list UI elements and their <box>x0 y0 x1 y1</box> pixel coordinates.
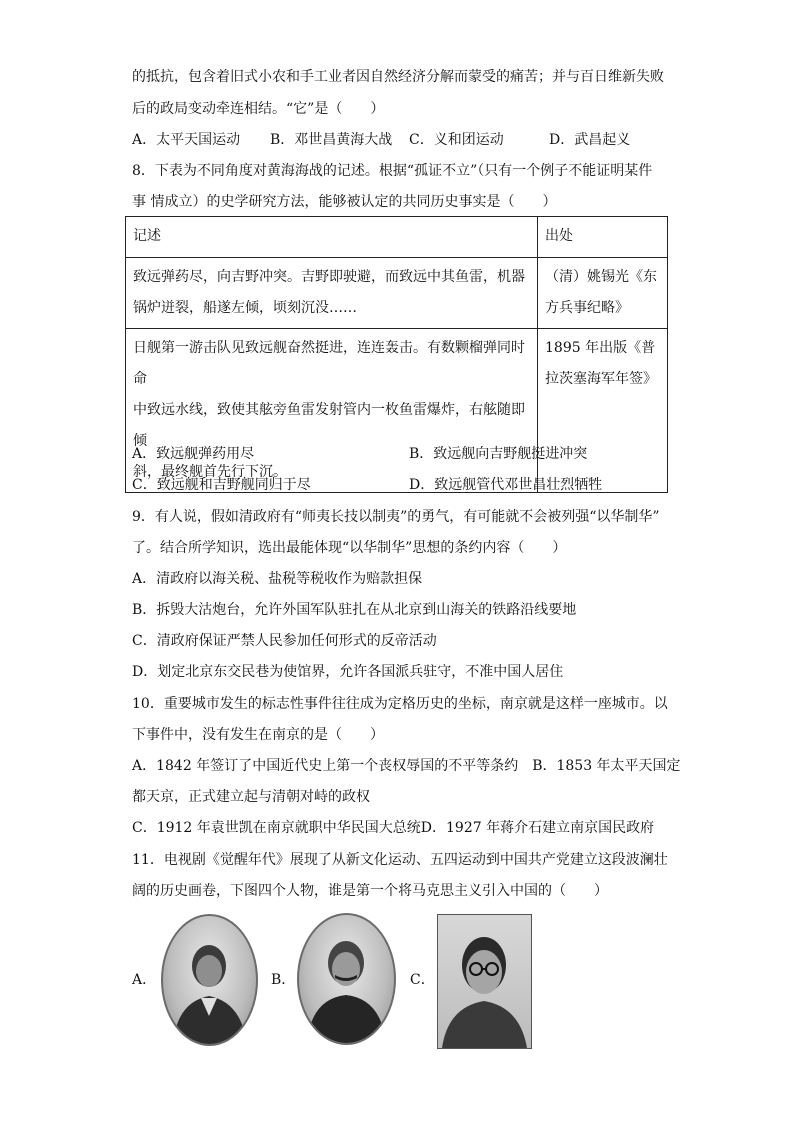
person-with-glasses-icon <box>438 915 531 1048</box>
table-cell-text <box>126 329 538 493</box>
person-silhouette-icon <box>163 916 256 1044</box>
q7-stem-line1: 的抵抗，包含着旧式小农和手工业者因自然经济分解而蒙受的痛苦；并与百日维新失败 <box>132 69 664 85</box>
q7-option-b[interactable]: B．邓世昌黄海大战 <box>270 132 393 148</box>
q10-stem-line2: 下事件中，没有发生在南京的是（ ） <box>132 727 384 743</box>
q8-stem-line1: 8．下表为不同角度对黄海海战的记述。根据“孤证不立”（只有一个例子不能证明某件 <box>132 163 653 179</box>
q10-options-cd-line[interactable]: C．1912 年袁世凯在南京就职中华民国大总统D．1927 年蒋介石建立南京国民政府 <box>132 820 655 836</box>
q9-option-d[interactable]: D．划定北京东交民巷为使馆界，允许各国派兵驻守，不准中国人居住 <box>132 664 564 680</box>
q7-stem-line2: 后的政局变动牵连相结。“它”是（ ） <box>132 101 385 117</box>
table-cell-line: （清）姚锡光《东 <box>545 269 657 285</box>
table-cell-line: 拉茨塞海军年签》 <box>545 371 657 387</box>
q10-stem-line1: 10．重要城市发生的标志性事件往往成为定格历史的坐标，南京就是这样一座城市。以 <box>132 696 668 712</box>
q9-option-b[interactable]: B．拆毁大沽炮台，允许外国军队驻扎在从北京到山海关的铁路沿线要地 <box>132 602 577 618</box>
table-cell-source <box>538 258 668 329</box>
q7-option-d[interactable]: D．武昌起义 <box>549 132 631 148</box>
table-cell-line: 1895 年出版《普 <box>545 340 656 356</box>
portrait-photo-b[interactable] <box>297 913 396 1045</box>
portrait-photo-a[interactable] <box>161 914 258 1046</box>
table-cell-line: 致远弹药尽，向吉野冲突。吉野即驶避，而致远中其鱼雷，机器 <box>133 269 525 285</box>
table-cell-source <box>538 329 668 493</box>
table-cell-line: 日舰第一游击队见致远舰奋然挺进，连连轰击。有数颗榴弹同时命 <box>133 340 525 387</box>
q8-option-d[interactable]: D．致远舰管代邓世昌壮烈牺牲 <box>409 477 603 493</box>
q11-stem-line2: 阔的历史画卷，下图四个人物，谁是第一个将马克思主义引入中国的（ ） <box>132 883 608 899</box>
person-silhouette-icon <box>299 915 394 1043</box>
q9-option-c[interactable]: C．清政府保证严禁人民参加任何形式的反帝活动 <box>132 633 437 649</box>
q7-option-c[interactable]: C．义和团运动 <box>409 132 504 148</box>
q8-option-a[interactable]: A．致远舰弹药用尽 <box>132 446 255 462</box>
q11-stem-line1: 11．电视剧《觉醒年代》展现了从新文化运动、五四运动到中国共产党建立这段波澜壮 <box>132 852 668 868</box>
q7-options <box>132 130 630 150</box>
q8-option-b[interactable]: B．致远舰向吉野舰挺进冲突 <box>409 446 588 462</box>
q7-option-a[interactable]: A．太平天国运动 <box>132 132 241 148</box>
table-cell-line: 方兵事纪略》 <box>545 300 629 316</box>
q10-options-ab-line1[interactable]: A．1842 年签订了中国近代史上第一个丧权辱国的不平等条约 B．1853 年太平天国定 <box>132 758 681 774</box>
q9-stem-line1: 9．有人说，假如清政府有“师夷长技以制夷”的勇气，有可能就不会被列强“以华制华” <box>132 509 660 525</box>
q11-option-c-label[interactable]: C． <box>410 972 435 988</box>
table-row <box>126 329 668 493</box>
table-cell-text <box>126 258 538 329</box>
table-header-cell: 出处 <box>538 217 668 258</box>
table-cell-line: 斜，最终舰首先行下沉。 <box>133 464 287 480</box>
table-header-row <box>126 217 668 258</box>
q9-option-a[interactable]: A．清政府以海关税、盐税等税收作为赔款担保 <box>132 571 423 587</box>
q8-option-c[interactable]: C．致远舰和吉野舰同归于尽 <box>132 477 311 493</box>
table-header-cell: 记述 <box>126 217 538 258</box>
q9-stem-line2: 了。结合所学知识，选出最能体现“以华制华”思想的条约内容（ ） <box>132 540 567 556</box>
q10-options-ab-line2[interactable]: 都天京，正式建立起与清朝对峙的政权 <box>132 789 370 805</box>
q8-stem-line2: 事 情成立）的史学研究方法，能够被认定的共同历史事实是（ ） <box>132 194 557 210</box>
q11-option-b-label[interactable]: B． <box>271 972 296 988</box>
q11-option-a-label[interactable]: A． <box>132 972 157 988</box>
table-cell-line: 锅炉迸裂，船遂左倾，顷刻沉没…… <box>133 300 357 316</box>
portrait-photo-c[interactable] <box>437 914 532 1049</box>
table-cell-line: 中致远水线，致使其舷旁鱼雷发射管内一枚鱼雷爆炸，右舷随即倾 <box>133 402 525 449</box>
table-row <box>126 258 668 329</box>
